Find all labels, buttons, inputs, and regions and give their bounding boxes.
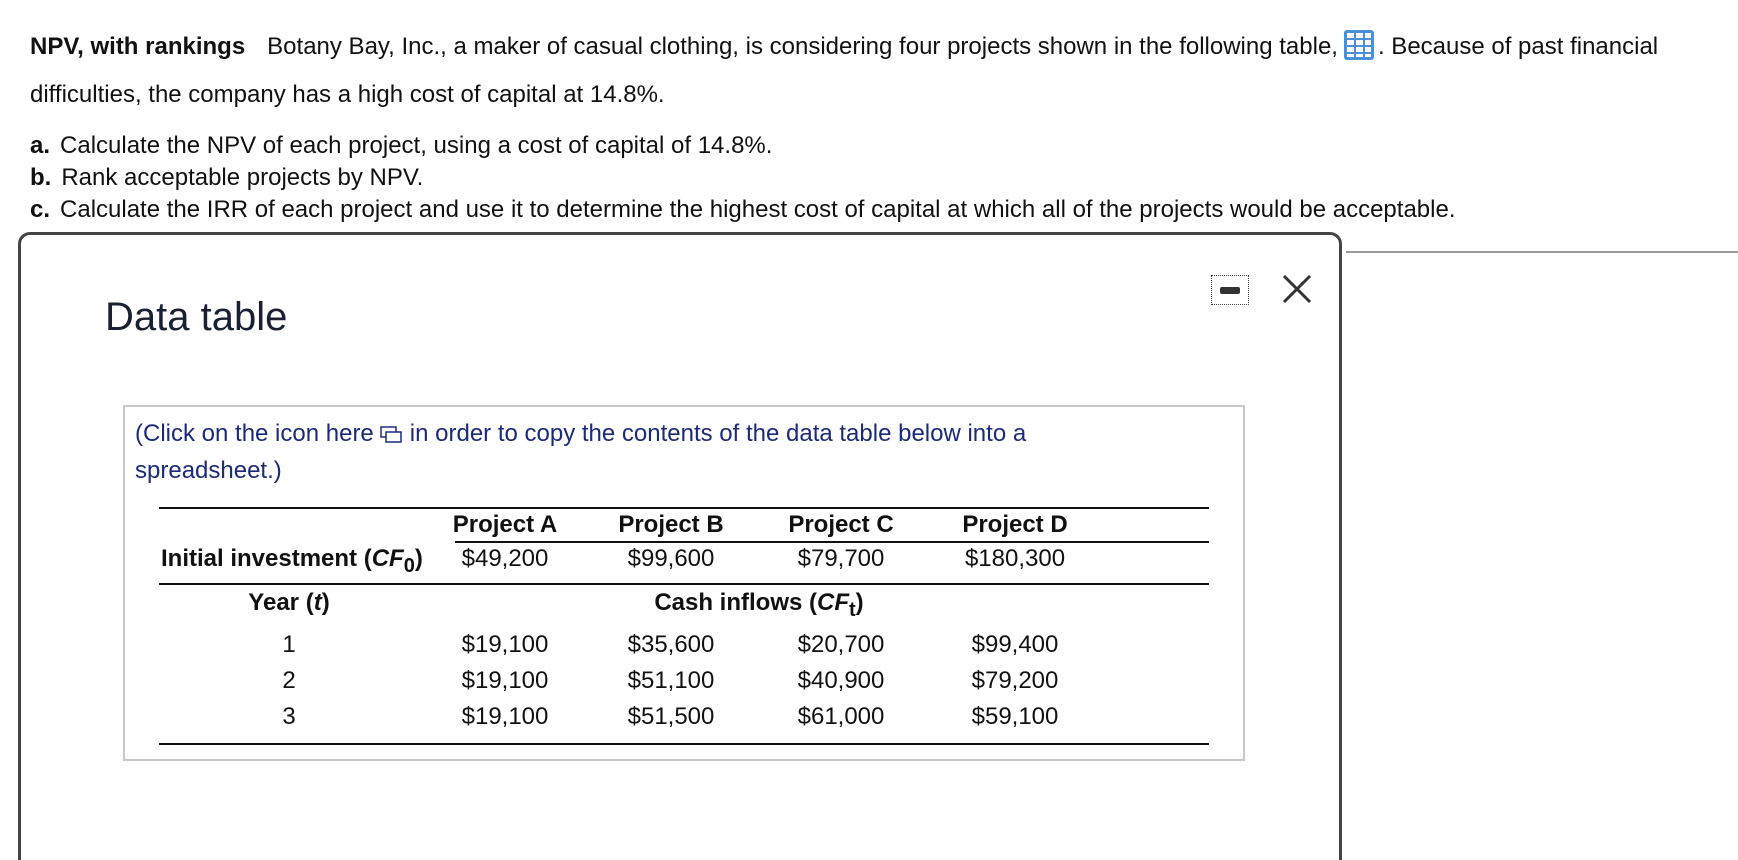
year-label: Year (t) [248,589,330,616]
cash-inflow-b: $51,500 [627,703,715,730]
problem-text-rest: . Because of past financial difficulties, the company has a high cost of capital at 14.8%. [30,33,1659,108]
cash-inflow-c: $40,900 [797,667,885,694]
problem-parts [30,130,1455,226]
year-cell: 2 [282,667,296,694]
cash-inflows-label: Cash inflows $(CF_t)$ [654,589,864,621]
cash-inflow-c: $20,700 [797,631,885,658]
initial-investment-a: $49,200 [461,545,549,572]
cash-inflow-b: $35,600 [627,631,715,658]
minimize-button[interactable] [1211,275,1249,305]
section-divider [1346,251,1738,253]
header-project-a: Project A [452,511,558,538]
initial-investment-d: $180,300 [964,545,1066,572]
header-project-d: Project D [962,511,1068,538]
data-table-panel [123,405,1245,761]
header-project-c: Project C [788,511,894,538]
data-table-dialog[interactable] [18,232,1342,860]
close-icon [1279,271,1315,307]
close-button[interactable] [1279,271,1315,307]
copy-instructions: (Click on the icon here in order to copy the contents of the data table below into a spreadsheet.) [135,420,1027,484]
problem-statement [30,26,1730,116]
table-grid-icon[interactable] [1344,30,1374,74]
cash-inflow-d: $59,100 [971,703,1059,730]
header-project-b: Project B [618,511,724,538]
cash-inflow-c: $61,000 [797,703,885,730]
part-b: b. Rank acceptable projects by NPV. [30,164,424,191]
problem-text-intro: Botany Bay, Inc., a maker of casual clothing, is considering four projects shown in the following table, [267,33,1338,60]
cash-inflow-d: $99,400 [971,631,1059,658]
year-cell: 1 [282,631,296,658]
problem-title: NPV, with rankings [30,33,246,60]
table-top-rule [159,507,1209,509]
minimize-icon [1220,287,1240,294]
cash-inflow-a: $19,100 [461,703,549,730]
copy-to-spreadsheet-icon[interactable] [380,420,402,454]
cash-inflow-d: $79,200 [971,667,1059,694]
cash-inflow-a: $19,100 [461,631,549,658]
initial-investment-label: Initial investment $(CF_0)$ [161,545,423,577]
header-rule [455,541,1209,543]
cash-inflow-a: $19,100 [461,667,549,694]
year-cell: 3 [282,703,296,730]
part-a: a. Calculate the NPV of each project, using a cost of capital of 14.8%. [30,132,773,159]
dialog-title: Data table [105,295,288,339]
part-c: c. Calculate the IRR of each project and use it to determine the highest cost of capital at which all of the projects would be acceptable. [30,196,1456,223]
cash-inflow-b: $51,100 [627,667,715,694]
table-bottom-rule [159,743,1209,745]
section-rule [159,583,1209,585]
initial-investment-b: $99,600 [627,545,715,572]
initial-investment-c: $79,700 [797,545,885,572]
